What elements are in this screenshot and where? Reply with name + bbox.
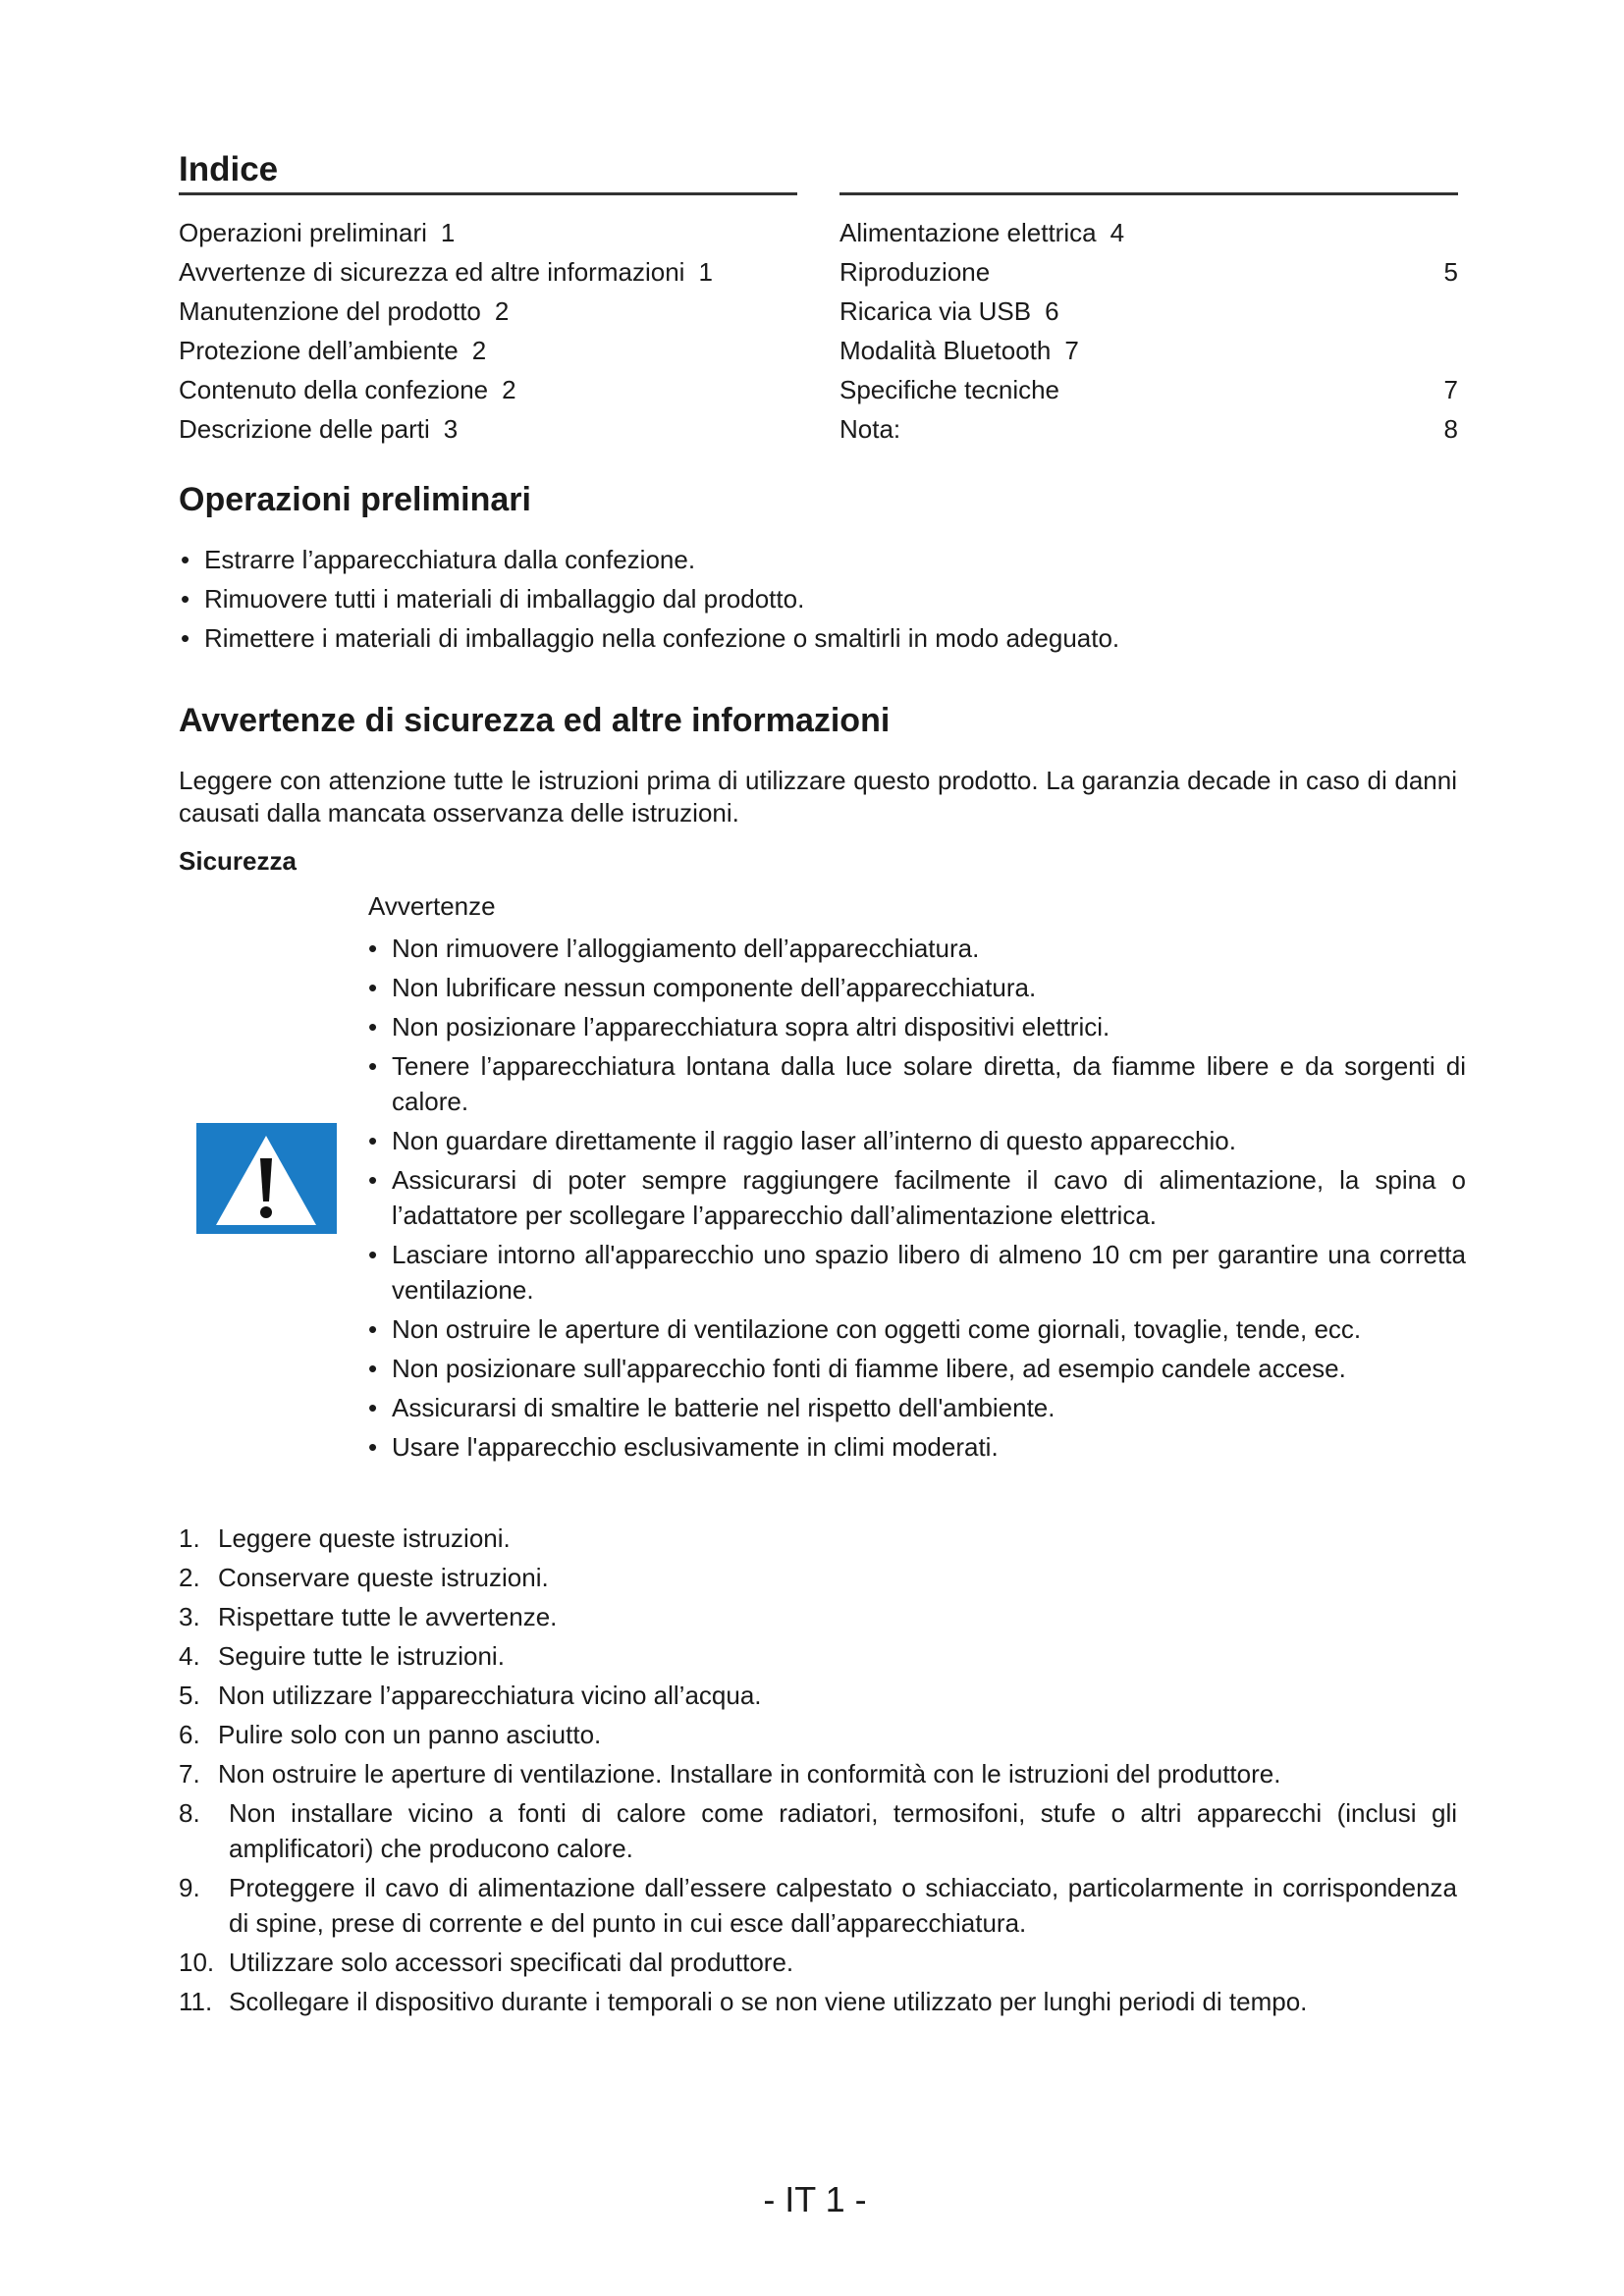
item-text: Utilizzare solo accessori specificati dal produttore. [229, 1948, 794, 1977]
list-item [366, 1429, 1466, 1465]
numbered-instructions [179, 1521, 1457, 2023]
bullet-icon: • [368, 934, 378, 963]
item-text: Conservare queste istruzioni. [218, 1563, 549, 1592]
toc-title: Indice [179, 150, 279, 188]
toc-divider [179, 192, 797, 195]
warning-icon [196, 1123, 337, 1234]
numbered-item [179, 1599, 1457, 1634]
safety-intro: Leggere con attenzione tutte le istruzioni prima di utilizzare questo prodotto. La garanzia decade in caso di danni causati dalla mancata osservanza delle istruzioni. [179, 766, 1457, 828]
page-number: - IT 1 - [763, 2179, 867, 2219]
toc-entry[interactable] [839, 213, 1458, 252]
list-item-text: Non rimuovere l’alloggiamento dell’apparecchiatura. [392, 934, 980, 963]
toc-entry-label: Alimentazione elettrica [839, 218, 1097, 247]
numbered-item [179, 1945, 1457, 1980]
toc-right-column [839, 149, 1458, 449]
list-item-text: Tenere l’apparecchiatura lontana dalla luce solare diretta, da fiamme libere e da sorgenti di calore. [392, 1051, 1466, 1116]
list-item-text: Rimuovere tutti i materiali di imballaggio dal prodotto. [204, 584, 805, 614]
bullet-icon: • [181, 623, 190, 653]
item-number: 5. [179, 1681, 200, 1710]
toc-entry-label: Ricarica via USB [839, 296, 1032, 326]
bullet-icon: • [368, 1393, 378, 1422]
list-item [366, 970, 1466, 1005]
item-text: Rispettare tutte le avvertenze. [218, 1602, 558, 1631]
list-item-text: Lasciare intorno all'apparecchio uno spazio libero di almeno 10 cm per garantire una corretta ventilazione. [392, 1240, 1466, 1305]
list-item-text: Rimettere i materiali di imballaggio nella confezione o smaltirli in modo adeguato. [204, 623, 1120, 653]
item-text: Non installare vicino a fonti di calore come radiatori, termosifoni, stufe o altri apparecchi (inclusi gli amplificatori) che producono calore. [229, 1798, 1457, 1863]
toc-entry-page: 3 [443, 414, 459, 444]
toc-entry-label: Avvertenze di sicurezza ed altre informazioni [179, 257, 685, 287]
toc-entry-label: Nota: [839, 414, 901, 444]
bullet-icon: • [368, 1432, 378, 1462]
toc-left-column [179, 149, 797, 449]
toc-entry-page: 6 [1045, 296, 1059, 326]
item-number: 3. [179, 1602, 200, 1631]
bullet-icon: • [368, 1126, 378, 1155]
warnings-list [366, 931, 1466, 1468]
toc-entry-label: Riproduzione [839, 257, 991, 287]
item-number: 11. [179, 1987, 213, 2016]
item-text: Leggere queste istruzioni. [218, 1523, 511, 1553]
toc-entry-label: Operazioni preliminari [179, 218, 427, 247]
section-title-prelim: Operazioni preliminari [179, 481, 531, 518]
numbered-item [179, 1756, 1457, 1791]
toc-entry-label: Specifiche tecniche [839, 375, 1060, 404]
list-item [366, 1123, 1466, 1158]
item-number: 1. [179, 1523, 200, 1553]
toc-entry-page: 2 [471, 336, 487, 365]
numbered-item [179, 1795, 1457, 1866]
toc-entry-page: 8 [1443, 414, 1458, 444]
list-item [179, 581, 1457, 616]
numbered-item [179, 1521, 1457, 1556]
toc-entry-page: 2 [494, 296, 510, 326]
list-item [366, 1390, 1466, 1425]
toc-entry[interactable] [179, 409, 797, 449]
numbered-item [179, 1678, 1457, 1713]
list-item [366, 1009, 1466, 1044]
toc-entry-page: 4 [1110, 218, 1125, 247]
toc-entry-page: 1 [698, 257, 713, 287]
item-text: Non ostruire le aperture di ventilazione. Installare in conformità con le istruzioni del produttore. [218, 1759, 1281, 1789]
item-number: 8. [179, 1798, 200, 1828]
item-text: Proteggere il cavo di alimentazione dall’essere calpestato o schiacciato, particolarmente in corrispondenza di spine, prese di corrente e del punto in cui esce dall’apparecchiatura. [229, 1873, 1457, 1938]
list-item [366, 1311, 1466, 1347]
toc-entry[interactable] [839, 252, 1458, 292]
item-number: 6. [179, 1720, 200, 1749]
item-number: 9. [179, 1873, 200, 1902]
toc-entry-page: 2 [502, 375, 516, 404]
list-item [366, 1162, 1466, 1233]
toc-entry-page: 7 [1443, 375, 1458, 404]
toc-entry[interactable] [839, 292, 1458, 331]
item-number: 7. [179, 1759, 200, 1789]
bullet-icon: • [368, 1314, 378, 1344]
toc-entry[interactable] [839, 409, 1458, 449]
bullet-icon: • [368, 1354, 378, 1383]
toc-entry[interactable] [839, 370, 1458, 409]
bullet-icon: • [181, 545, 190, 574]
list-item-text: Usare l'apparecchio esclusivamente in climi moderati. [392, 1432, 999, 1462]
item-number: 2. [179, 1563, 200, 1592]
toc-entry[interactable] [179, 213, 797, 252]
item-text: Non utilizzare l’apparecchiatura vicino all’acqua. [218, 1681, 762, 1710]
toc-entry-label: Modalità Bluetooth [839, 336, 1052, 365]
safety-subtitle: Sicurezza [179, 846, 297, 876]
section-title-safety: Avvertenze di sicurezza ed altre informazioni [179, 702, 891, 739]
toc-entry[interactable] [179, 370, 797, 409]
toc-entry-label: Contenuto della confezione [179, 375, 489, 404]
toc-entry-page: 5 [1443, 257, 1458, 287]
toc-entry[interactable] [179, 292, 797, 331]
numbered-item [179, 1870, 1457, 1941]
toc-entry[interactable] [179, 331, 797, 370]
list-item [179, 542, 1457, 577]
item-number: 4. [179, 1641, 200, 1671]
bullet-icon: • [368, 1240, 378, 1269]
toc-divider [839, 192, 1458, 195]
list-item [366, 1048, 1466, 1119]
bullet-icon: • [368, 1051, 378, 1081]
item-text: Seguire tutte le istruzioni. [218, 1641, 505, 1671]
toc-entry-label: Protezione dell’ambiente [179, 336, 459, 365]
list-item-text: Non ostruire le aperture di ventilazione con oggetti come giornali, tovaglie, tende, ecc. [392, 1314, 1362, 1344]
list-item-text: Assicurarsi di poter sempre raggiungere facilmente il cavo di alimentazione, la spina o l’adattatore per scollegare l’apparecchio dall’alimentazione elettrica. [392, 1165, 1466, 1230]
toc-entry-page: 7 [1064, 336, 1079, 365]
bullet-icon: • [368, 973, 378, 1002]
item-number: 10. [179, 1948, 215, 1977]
item-text: Scollegare il dispositivo durante i temporali o se non viene utilizzato per lunghi periodi di tempo. [229, 1987, 1308, 2016]
warnings-label: Avvertenze [368, 891, 496, 921]
prelim-list [179, 542, 1457, 660]
list-item [366, 1351, 1466, 1386]
toc-entry-label: Manutenzione del prodotto [179, 296, 481, 326]
item-text: Pulire solo con un panno asciutto. [218, 1720, 602, 1749]
numbered-item [179, 1560, 1457, 1595]
bullet-icon: • [368, 1012, 378, 1041]
list-item-text: Non guardare direttamente il raggio laser all’interno di questo apparecchio. [392, 1126, 1236, 1155]
bullet-icon: • [368, 1165, 378, 1195]
bullet-icon: • [181, 584, 190, 614]
list-item [179, 620, 1457, 656]
list-item-text: Non posizionare l’apparecchiatura sopra altri dispositivi elettrici. [392, 1012, 1110, 1041]
numbered-item [179, 1638, 1457, 1674]
list-item-text: Non lubrificare nessun componente dell’apparecchiatura. [392, 973, 1037, 1002]
list-item [366, 931, 1466, 966]
numbered-item [179, 1717, 1457, 1752]
toc-entry-page: 1 [440, 218, 456, 247]
toc-entry[interactable] [179, 252, 797, 292]
list-item [366, 1237, 1466, 1308]
toc-entry[interactable] [839, 331, 1458, 370]
list-item-text: Estrarre l’apparecchiatura dalla confezione. [204, 545, 696, 574]
numbered-item [179, 1984, 1457, 2019]
toc-entry-label: Descrizione delle parti [179, 414, 430, 444]
list-item-text: Non posizionare sull'apparecchio fonti di fiamme libere, ad esempio candele accese. [392, 1354, 1346, 1383]
list-item-text: Assicurarsi di smaltire le batterie nel rispetto dell'ambiente. [392, 1393, 1056, 1422]
